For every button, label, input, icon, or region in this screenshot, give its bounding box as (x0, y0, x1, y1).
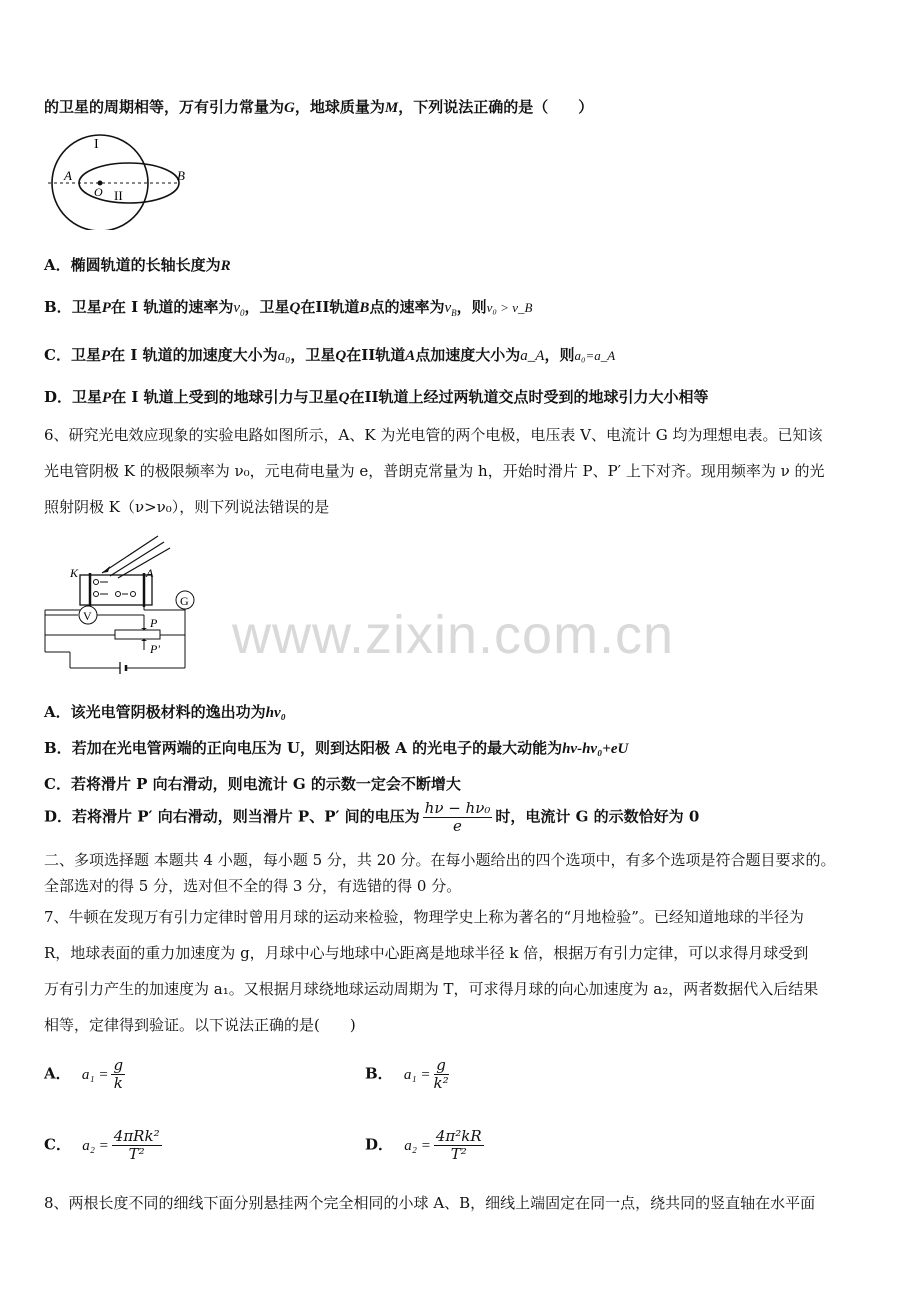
orbit-label-I: I (94, 137, 99, 152)
q6-option-d: D．若将滑片 P′ 向右滑动，则当滑片 P、P′ 间的电压为 $\frac{\text{hν − hν₀}}{e}$ 时，电流计 G 的示数恰好为 0 (44, 799, 700, 835)
q5-option-d: D．卫星P在 I 轨道上受到的地球引力与卫星Q在II轨道上经过两轨道交点时受到的地球引力大小相等 (44, 388, 709, 406)
q7-stem-line4: 相等，定律得到验证。以下说法正确的是( ) (44, 1016, 356, 1034)
circuit-label-P: P (150, 616, 158, 630)
circuit-figure (40, 530, 200, 675)
q5-option-b: B．卫星P在 I 轨道的速率为$v_0$，卫星Q在II轨道B点的速率为$v_B$，则v₀ > v_B (44, 298, 533, 318)
section2-line2: 全部选对的得 5 分，选对但不全的得 3 分，有选错的得 0 分。 (44, 877, 462, 895)
circuit-label-K: K (70, 566, 79, 580)
q7-option-b: B． a₁ = $\frac{g}{\text{k²}}$ (365, 1056, 449, 1092)
q7-option-c: C． a₂ = $\frac{\text{4πRk²}}{\text{T²}}$ (44, 1127, 160, 1163)
orbit-figure (44, 130, 194, 230)
orbit-label-II: II (114, 188, 123, 203)
watermark: www.zixin.com.cn (232, 605, 675, 665)
q6-option-c: C．若将滑片 P 向右滑动，则电流计 G 的示数一定会不断增大 (44, 775, 461, 793)
q6-stem-line1: 6、研究光电效应现象的实验电路如图所示，A、K 为光电管的两个电极，电压表 V、电流计 G 均为理想电表。已知该 (44, 426, 823, 444)
circuit-label-V: V (83, 609, 92, 623)
q7-option-d: D． a₂ = $\frac{\text{4π²kR}}{\text{T²}}$ (365, 1127, 482, 1163)
q6-option-a: A．该光电管阴极材料的逸出功为hν₀ (44, 703, 286, 721)
section2-line1: 二、多项选择题 本题共 4 小题，每小题 5 分，共 20 分。在每小题给出的四个选项中，有多个选项是符合题目要求的。 (44, 851, 836, 869)
q8-stem-line1: 8、两根长度不同的细线下面分别悬挂两个完全相同的小球 A、B，细线上端固定在同一点，绕共同的竖直轴在水平面 (44, 1194, 816, 1212)
orbit-label-A: A (64, 168, 72, 183)
circuit-label-A: A (146, 566, 154, 580)
q6-stem-line3: 照射阴极 K（ν>ν₀），则下列说法错误的是 (44, 498, 330, 516)
q7-stem-line1: 7、牛顿在发现万有引力定律时曾用月球的运动来检验，物理学史上称为著名的“月地检验”。已经知道地球的半径为 (44, 908, 804, 926)
q5-option-c: C．卫星P在 I 轨道的加速度大小为a₀，卫星Q在II轨道A点加速度大小为a_A，则a₀=a_A (44, 346, 616, 364)
q7-stem-line2: R，地球表面的重力加速度为 g，月球中心与地球中心距离是地球半径 k 倍，根据万有引力定律，可以求得月球受到 (44, 944, 809, 962)
q7-option-a: A． a₁ = $\frac{g}{k}$ (44, 1056, 124, 1092)
q5-stem: 的卫星的周期相等，万有引力常量为G，地球质量为M，下列说法正确的是（ ） (44, 98, 594, 116)
circuit-label-P-prime: P' (150, 642, 160, 656)
circuit-label-G: G (180, 594, 189, 608)
q6-option-b: B．若加在光电管两端的正向电压为 U，则到达阳极 A 的光电子的最大动能为hν-hν₀+eU (44, 739, 629, 757)
q5-option-a: A．椭圆轨道的长轴长度为R (44, 256, 231, 274)
orbit-label-O: O (94, 185, 103, 199)
orbit-label-B: B (177, 168, 185, 183)
q7-stem-line3: 万有引力产生的加速度为 a₁。又根据月球绕地球运动周期为 T，可求得月球的向心加速度为 a₂，两者数据代入后结果 (44, 980, 819, 998)
q6-stem-line2: 光电管阴极 K 的极限频率为 ν₀，元电荷电量为 e，普朗克常量为 h，开始时滑片 P、P′ 上下对齐。现用频率为 ν 的光 (44, 462, 825, 480)
